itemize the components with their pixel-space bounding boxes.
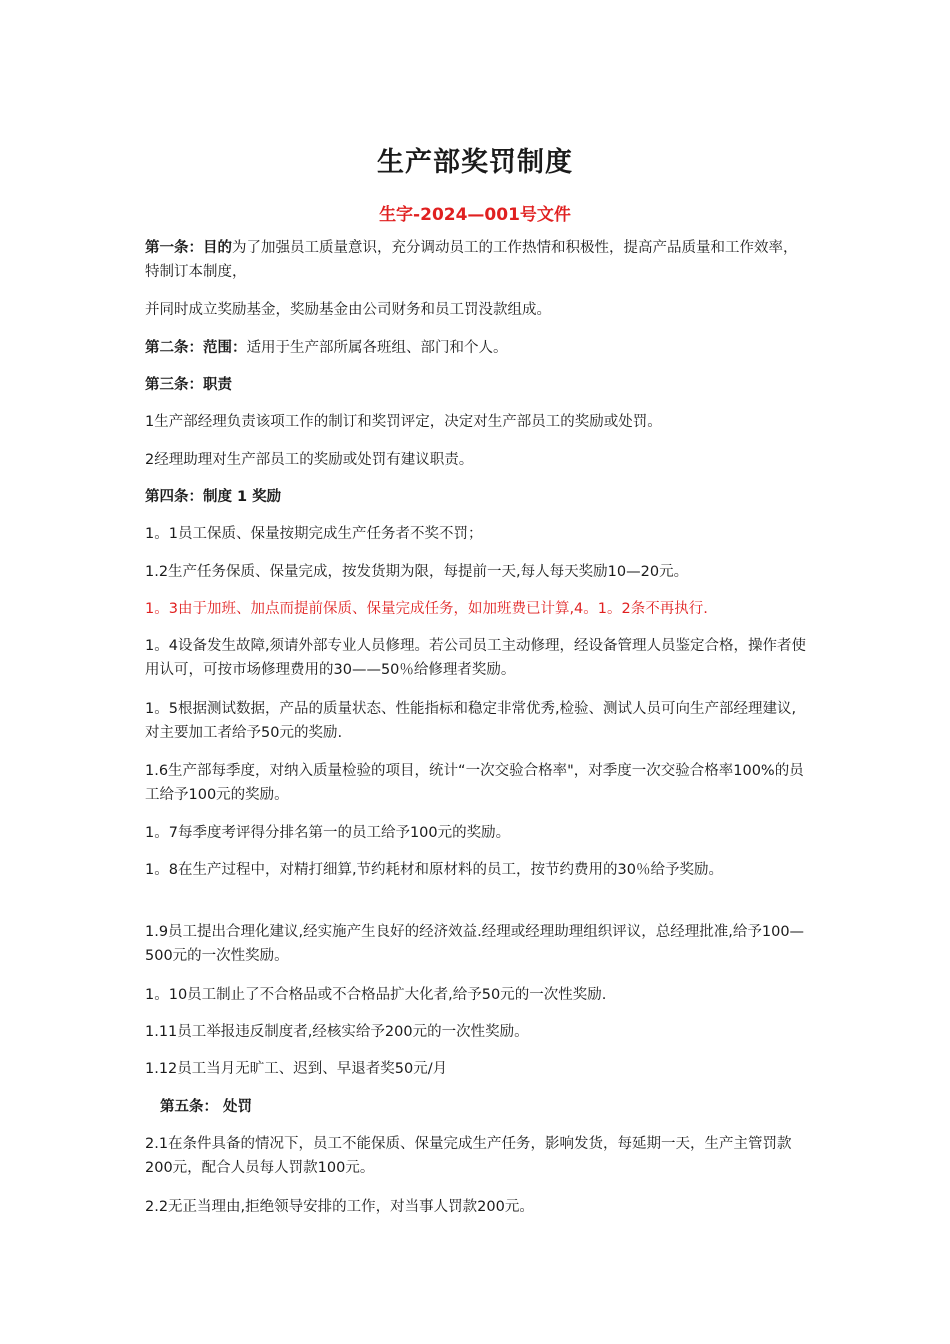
reward-item-1-6: 1.6生产部每季度，对纳入质量检验的项目，统计“一次交验合格率"，对季度一次交验合格率100%的员工给予100元的奖励。 bbox=[145, 763, 804, 803]
article-5-label: 第五条： 处罚 bbox=[160, 1099, 253, 1115]
reward-item-1-8: 1。8在生产过程中，对精打细算,节约耗材和原材料的员工，按节约费用的30％给予奖励。 bbox=[145, 862, 724, 878]
reward-item-1-1: 1。1员工保质、保量按期完成生产任务者不奖不罚； bbox=[145, 526, 483, 542]
penalty-item-2-1: 2.1在条件具备的情况下，员工不能保质、保量完成生产任务，影响发货，每延期一天，生产主管罚款200元，配合人员每人罚款100元。 bbox=[145, 1136, 792, 1176]
article-2-label: 第二条：范围： bbox=[145, 340, 247, 356]
article-1 bbox=[145, 236, 810, 284]
article-3-item-2: 2经理助理对生产部员工的奖励或处罚有建议职责。 bbox=[145, 452, 474, 468]
reward-item-1-9: 1.9员工提出合理化建议,经实施产生良好的经济效益.经理或经理助理组织评议，总经理批准,给予100—500元的一次性奖励。 bbox=[145, 924, 805, 964]
article-3-item-1: 1生产部经理负责该项工作的制订和奖罚评定，决定对生产部员工的奖励或处罚。 bbox=[145, 414, 662, 430]
reward-item-1-11: 1.11员工举报违反制度者,经核实给予200元的一次性奖励。 bbox=[145, 1024, 529, 1040]
reward-item-1-4: 1。4设备发生故障,须请外部专业人员修理。若公司员工主动修理，经设备管理人员鉴定合格，操作者使用认可，可按市场修理费用的30——50％给修理者奖励。 bbox=[145, 638, 807, 678]
reward-item-1-7: 1。7每季度考评得分排名第一的员工给予100元的奖励。 bbox=[145, 825, 511, 841]
document-number: 生字-2024—001号文件 bbox=[379, 205, 571, 225]
article-3-label: 第三条：职责 bbox=[145, 377, 232, 393]
penalty-item-2-2: 2.2无正当理由,拒绝领导安排的工作，对当事人罚款200元。 bbox=[145, 1199, 534, 1215]
article-2 bbox=[145, 336, 810, 360]
article-1-text: 为了加强员工质量意识，充分调动员工的工作热情和积极性，提高产品质量和工作效率，特制订本制度， bbox=[145, 240, 798, 280]
reward-item-1-2: 1.2生产任务保质、保量完成，按发货期为限，每提前一天,每人每天奖励10—20元。 bbox=[145, 564, 689, 580]
reward-item-1-10: 1。10员工制止了不合格品或不合格品扩大化者,给予50元的一次性奖励. bbox=[145, 987, 607, 1003]
reward-item-1-12: 1.12员工当月无旷工、迟到、早退者奖50元/月 bbox=[145, 1061, 448, 1077]
reward-item-1-3: 1。3由于加班、加点而提前保质、保量完成任务，如加班费已计算,4。1。2条不再执行. bbox=[145, 601, 708, 617]
article-1-continuation: 并同时成立奖励基金，奖励基金由公司财务和员工罚没款组成。 bbox=[145, 302, 551, 318]
document-title: 生产部奖罚制度 bbox=[377, 147, 573, 178]
reward-item-1-5: 1。5根据测试数据，产品的质量状态、性能指标和稳定非常优秀,检验、测试人员可向生产部经理建议,对主要加工者给予50元的奖励. bbox=[145, 701, 797, 741]
article-4-label: 第四条：制度 1 奖励 bbox=[145, 489, 282, 505]
article-1-label: 第一条：目的 bbox=[145, 240, 232, 256]
article-2-text: 适用于生产部所属各班组、部门和个人。 bbox=[246, 340, 508, 356]
